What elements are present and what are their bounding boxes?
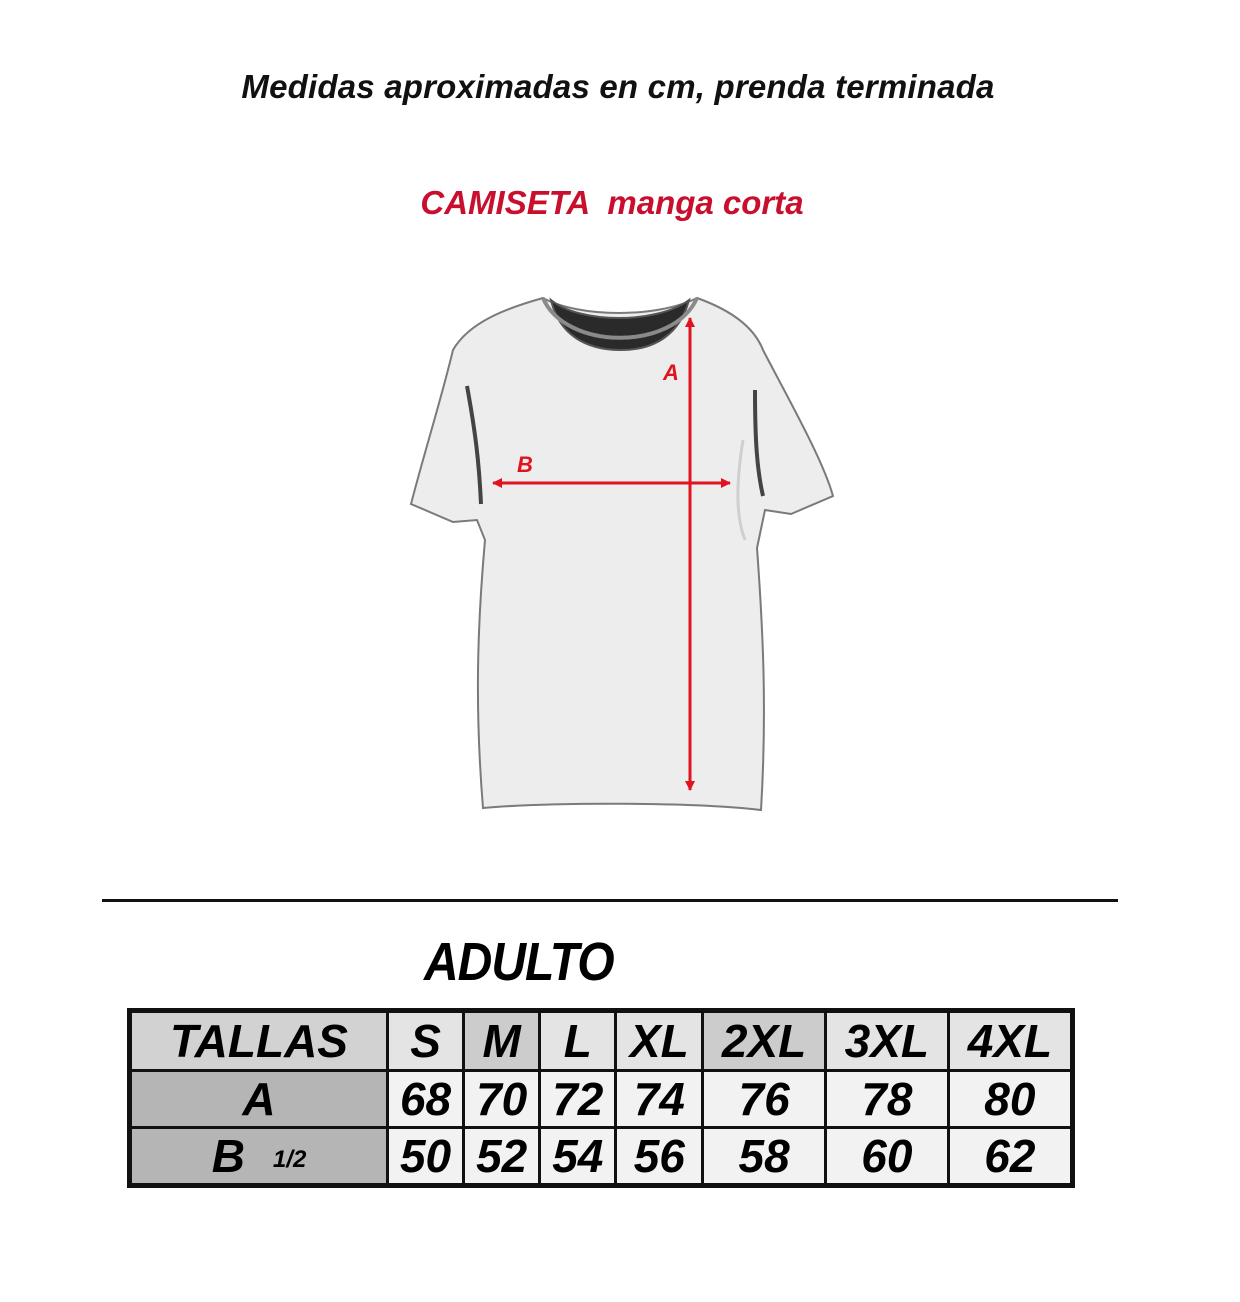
table-row <box>130 1128 1073 1186</box>
size-group-label: ADULTO <box>424 933 614 993</box>
tshirt-diagram <box>395 290 845 820</box>
size-chart-table <box>127 1008 1075 1188</box>
value-cell: 80 <box>948 1071 1072 1128</box>
header-label-cell: TALLAS <box>130 1011 388 1071</box>
row-label: A <box>242 1073 276 1125</box>
value-cell: 54 <box>540 1128 616 1186</box>
measurement-note: Medidas aproximadas en cm, prenda terminada <box>241 68 995 105</box>
value-cell: 76 <box>703 1071 826 1128</box>
value-cell: 50 <box>388 1128 464 1186</box>
value-cell: 68 <box>388 1071 464 1128</box>
value-cell: 78 <box>825 1071 948 1128</box>
size-cell: L <box>540 1011 616 1071</box>
row-label-cell <box>130 1071 388 1128</box>
row-label-cell <box>130 1128 388 1186</box>
size-cell: XL <box>616 1011 703 1071</box>
value-cell: 58 <box>703 1128 826 1186</box>
garment-title: CAMISETA manga corta <box>420 184 804 221</box>
size-cell: M <box>464 1011 540 1071</box>
value-cell: 72 <box>540 1071 616 1128</box>
label-a: A <box>663 360 679 385</box>
shirt-body <box>411 298 833 810</box>
value-cell: 70 <box>464 1071 540 1128</box>
section-divider <box>102 899 1118 902</box>
value-cell: 56 <box>616 1128 703 1186</box>
value-cell: 52 <box>464 1128 540 1186</box>
size-cell: 4XL <box>948 1011 1072 1071</box>
tshirt-illustration <box>395 290 845 820</box>
table-header-row <box>130 1011 1073 1071</box>
value-cell: 74 <box>616 1071 703 1128</box>
value-cell: 62 <box>948 1128 1072 1186</box>
size-cell: S <box>388 1011 464 1071</box>
size-cell: 2XL <box>703 1011 826 1071</box>
size-cell: 3XL <box>825 1011 948 1071</box>
label-b: B <box>517 452 533 477</box>
table-row <box>130 1071 1073 1128</box>
value-cell: 60 <box>825 1128 948 1186</box>
row-label-note: 1/2 <box>272 1145 307 1173</box>
row-label: B <box>211 1130 245 1182</box>
